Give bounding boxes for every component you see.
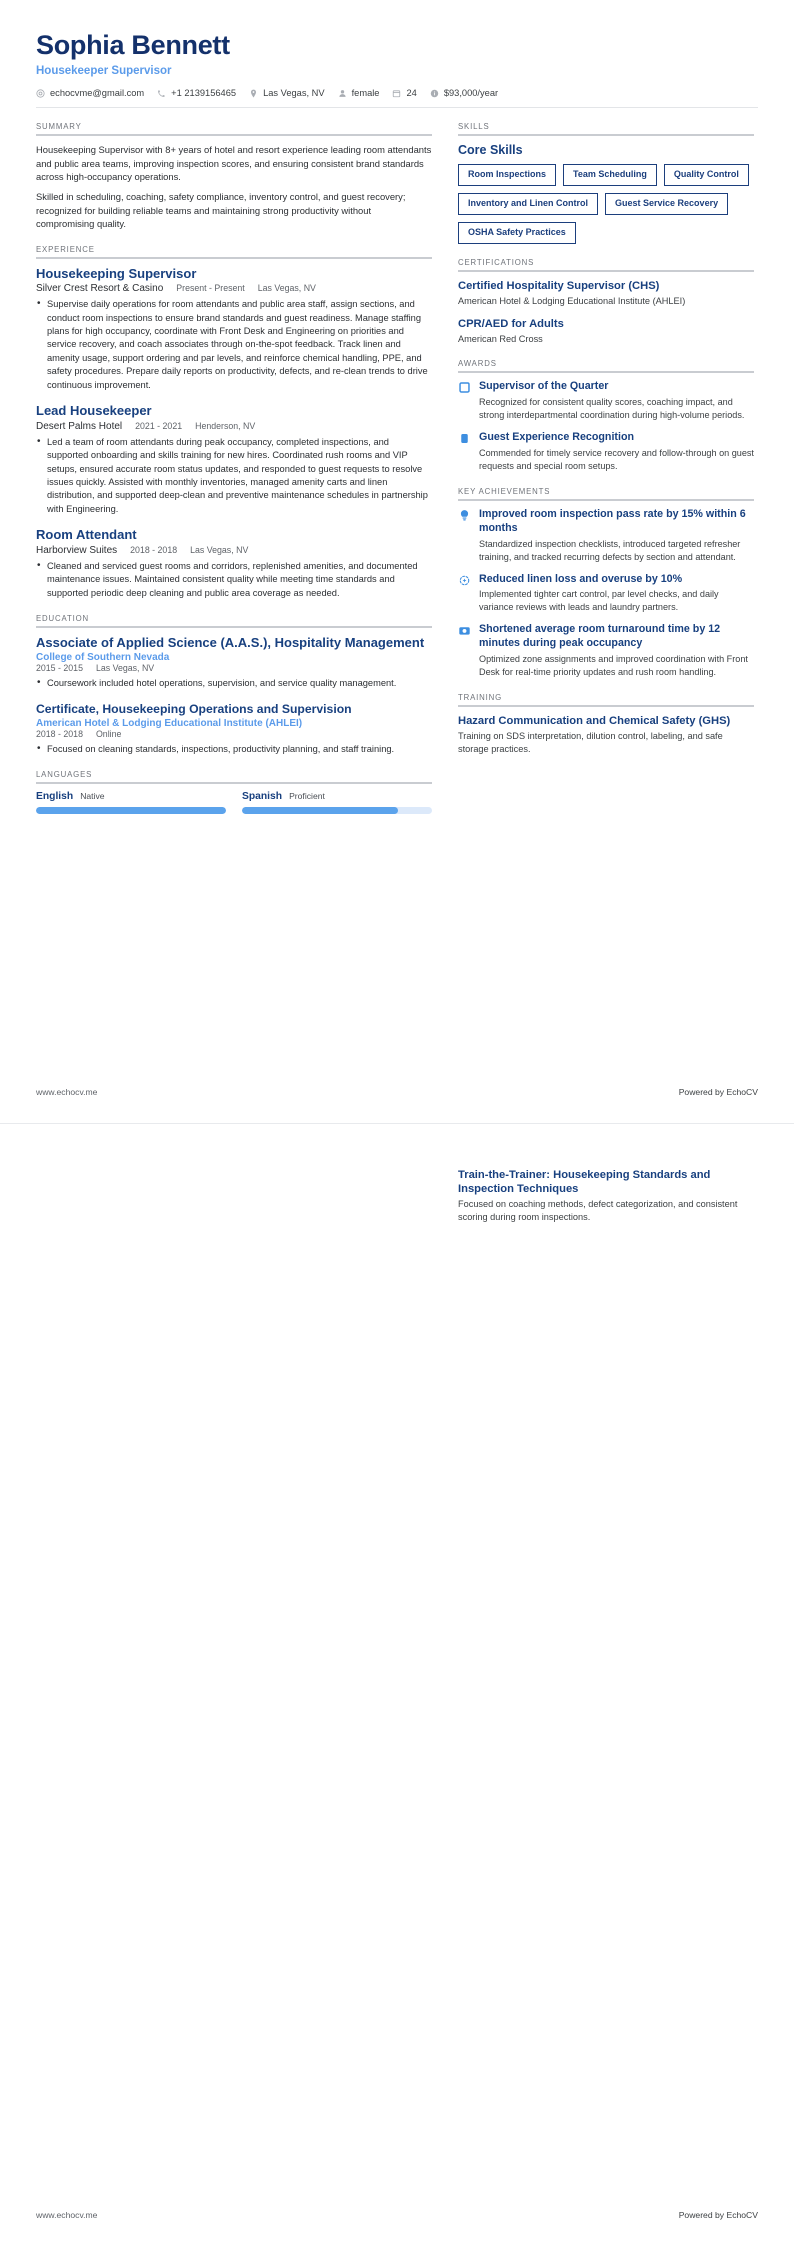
award-body xyxy=(479,380,754,422)
achievement-title: Improved room inspection pass rate by 15% within 6 months xyxy=(479,507,746,534)
section-divider xyxy=(36,134,432,136)
education-bullets xyxy=(36,743,432,756)
experience-item xyxy=(36,527,432,600)
award-item xyxy=(458,431,754,473)
contact-age-text: 24 xyxy=(406,88,417,99)
certification-title: CPR/AED for Adults xyxy=(458,317,564,330)
section-label-education: EDUCATION xyxy=(36,614,89,624)
page-footer xyxy=(36,1087,758,1097)
experience-dates: 2018 - 2018 xyxy=(130,544,178,555)
list-item: • Coursework included hotel operations, supervision, and service quality management. xyxy=(36,677,432,690)
certification-title: Certified Hospitality Supervisor (CHS) xyxy=(458,279,660,292)
experience-bullets xyxy=(36,436,432,517)
section-key-achievements xyxy=(458,487,754,679)
contact-email-text: echocvme@gmail.com xyxy=(50,88,145,99)
summary-paragraph: Skilled in scheduling, coaching, safety compliance, inventory control, and guest recovery; recognized for building reliable teams and maintaining strong productivity without compromising quality. xyxy=(36,190,406,230)
section-experience xyxy=(36,245,432,600)
section-education xyxy=(36,614,432,756)
award-body xyxy=(479,431,754,473)
footer-website[interactable]: www.echocv.me xyxy=(36,2210,98,2220)
experience-dates: 2021 - 2021 xyxy=(135,420,183,431)
candidate-job-title: Housekeeper Supervisor xyxy=(36,65,172,78)
section-awards xyxy=(458,359,754,472)
contact-salary-text: $93,000/year xyxy=(443,88,499,99)
footer-powered-by: Powered by EchoCV xyxy=(678,1087,758,1097)
language-item xyxy=(242,791,432,814)
contact-age xyxy=(392,88,416,98)
achievement-item xyxy=(458,573,754,615)
language-progress-track xyxy=(242,807,432,814)
contact-location-text: Las Vegas, NV xyxy=(263,88,325,99)
achievement-item xyxy=(458,623,754,679)
list-item: • Focused on cleaning standards, inspections, productivity planning, and staff training. xyxy=(36,743,432,756)
camera-icon xyxy=(458,624,471,637)
language-progress-fill xyxy=(242,807,398,814)
achievement-title: Shortened average room turnaround time by 12 minutes during peak occupancy xyxy=(479,623,721,650)
experience-location: Las Vegas, NV xyxy=(257,283,316,294)
contact-row xyxy=(36,88,758,108)
language-progress-track xyxy=(36,807,226,814)
certification-issuer: American Hotel & Lodging Educational Institute (AHLEI) xyxy=(458,295,686,306)
summary-paragraph: Housekeeping Supervisor with 8+ years of hotel and resort experience leading room attendants and public area teams, improving inspection scores, and ensuring consistent brand standards across high-occupancy operations. xyxy=(36,144,432,183)
footer-website[interactable]: www.echocv.me xyxy=(36,1087,98,1097)
experience-meta xyxy=(36,545,432,556)
language-progress-fill xyxy=(36,807,226,814)
contact-location xyxy=(249,88,325,98)
section-label-key-achievements: KEY ACHIEVEMENTS xyxy=(458,486,551,496)
contact-gender-text: female xyxy=(351,88,380,99)
training-description: Training on SDS interpretation, dilution control, labeling, and safe storage practices. xyxy=(458,730,723,754)
education-item xyxy=(36,702,432,757)
experience-item xyxy=(36,403,432,516)
language-head xyxy=(36,791,226,802)
training-item xyxy=(458,714,754,756)
education-school: College of Southern Nevada xyxy=(36,652,170,664)
section-divider xyxy=(458,270,754,272)
achievement-body xyxy=(479,573,754,615)
experience-meta xyxy=(36,283,432,294)
skill-chip-list xyxy=(458,164,754,244)
skill-chip: Quality Control xyxy=(664,164,749,186)
education-location: Online xyxy=(95,729,122,740)
section-divider xyxy=(36,257,432,259)
certification-item xyxy=(458,279,754,308)
badge-filled-icon xyxy=(458,432,471,445)
experience-company: Desert Palms Hotel xyxy=(36,420,123,432)
achievement-description: Standardized inspection checklists, introduced targeted refresher training, and tracked recurring defects by section and attendant. xyxy=(479,538,741,562)
skill-chip: Guest Service Recovery xyxy=(605,193,728,215)
language-name: Spanish xyxy=(242,791,283,803)
experience-bullets xyxy=(36,560,432,600)
experience-company: Harborview Suites xyxy=(36,544,118,556)
section-training xyxy=(458,693,754,756)
section-label-languages: LANGUAGES xyxy=(36,770,93,780)
achievement-description: Implemented tighter cart control, par level checks, and daily variance reviews with leads and laundry partners. xyxy=(479,589,719,613)
candidate-name: Sophia Bennett xyxy=(36,30,230,60)
left-column xyxy=(36,122,432,828)
education-meta xyxy=(36,663,432,673)
section-label-skills: SKILLS xyxy=(458,122,490,132)
resume-body-page-2 xyxy=(36,1168,758,1238)
award-description: Commended for timely service recovery and follow-through on guest requests and special room setups. xyxy=(479,448,754,471)
resume-body xyxy=(36,122,758,828)
training-title: Hazard Communication and Chemical Safety (GHS) xyxy=(458,714,731,727)
contact-salary xyxy=(430,88,498,98)
experience-bullets xyxy=(36,298,432,392)
list-item: • Led a team of room attendants during peak occupancy, completed inspections, and supported onboarding and skills training for new hires. Coordinated rush rooms and VIP setups, ensured accurate room status updates, and responded to guest requests to resolve issues quickly. Assisted with monthly inventories, managed amenity carts and linen distribution, and supported deep-clean and preventive maintenance schedules in partnership with Engineering. xyxy=(36,436,432,517)
experience-dates: Present - Present xyxy=(176,283,245,294)
resume-page-2 xyxy=(0,1123,794,2246)
education-bullets xyxy=(36,677,432,690)
award-title: Guest Experience Recognition xyxy=(479,431,635,444)
section-skills xyxy=(458,122,754,244)
section-divider xyxy=(36,626,432,628)
skill-chip: OSHA Safety Practices xyxy=(458,222,576,244)
achievement-title: Reduced linen loss and overuse by 10% xyxy=(479,572,683,585)
person-icon xyxy=(338,89,347,98)
contact-phone[interactable] xyxy=(157,88,236,98)
badge-outline-icon xyxy=(458,381,471,394)
section-divider xyxy=(36,782,432,784)
education-location: Las Vegas, NV xyxy=(95,663,155,674)
section-training-continued xyxy=(458,1168,754,1224)
training-title: Train-the-Trainer: Housekeeping Standards and Inspection Techniques xyxy=(458,1169,711,1195)
section-divider xyxy=(458,499,754,501)
sparkle-circle-icon xyxy=(458,574,471,587)
education-school: American Hotel & Lodging Educational Institute (AHLEI) xyxy=(36,718,303,730)
right-column xyxy=(458,122,754,770)
experience-job-title: Lead Housekeeper xyxy=(36,403,152,419)
section-label-certifications: CERTIFICATIONS xyxy=(458,257,535,267)
experience-job-title: Room Attendant xyxy=(36,527,137,543)
calendar-icon xyxy=(392,89,401,98)
skill-chip: Team Scheduling xyxy=(563,164,657,186)
list-item: • Cleaned and serviced guest rooms and corridors, replenished amenities, and documented maintenance issues. Maintained consistent quality while meeting time standards and supported periodic deep cleaning and public area coverage as needed. xyxy=(36,560,432,600)
certification-issuer: American Red Cross xyxy=(458,333,543,344)
email-icon xyxy=(36,89,45,98)
section-divider xyxy=(458,705,754,707)
experience-job-title: Housekeeping Supervisor xyxy=(36,265,197,281)
experience-location: Las Vegas, NV xyxy=(190,544,249,555)
section-divider xyxy=(458,134,754,136)
language-item xyxy=(36,791,226,814)
language-level: Native xyxy=(80,791,105,802)
section-languages xyxy=(36,770,432,814)
experience-meta xyxy=(36,421,432,432)
phone-icon xyxy=(157,89,166,98)
education-dates: 2018 - 2018 xyxy=(36,729,83,740)
achievement-description: Optimized zone assignments and improved coordination with Front Desk for real-time priority updates and rush room handling. xyxy=(479,654,748,677)
award-title: Supervisor of the Quarter xyxy=(479,380,609,393)
language-list xyxy=(36,791,432,814)
experience-company: Silver Crest Resort & Casino xyxy=(36,283,164,295)
section-divider xyxy=(458,371,754,373)
training-description: Focused on coaching methods, defect categorization, and consistent scoring during room inspections. xyxy=(458,1199,738,1222)
lightbulb-icon xyxy=(458,509,471,522)
achievement-body xyxy=(479,508,754,564)
section-summary xyxy=(36,122,432,231)
achievement-body xyxy=(479,623,754,679)
achievement-item xyxy=(458,508,754,564)
skills-group-title: Core Skills xyxy=(458,143,523,158)
award-item xyxy=(458,380,754,422)
skill-chip: Room Inspections xyxy=(458,164,556,186)
education-degree: Certificate, Housekeeping Operations and Supervision xyxy=(36,701,352,716)
page-footer xyxy=(36,2210,758,2220)
certification-item xyxy=(458,317,754,346)
list-item: • Supervise daily operations for room attendants and public area staff, assign sections, and conduct room inspections to ensure brand standards and guest readiness. Manage staffing plans for high occupancy, coordinate with Front Desk and Engineering on priorities and service recovery, and coach associates through on-the-spot feedback. Track linen and amenity usage, support ordering and par levels, and reinforce chemical handling, PPE, and safety procedures. Prepare daily reports on productivity, defects, and re-clean trends to drive continuous improvement. xyxy=(36,298,432,392)
language-head xyxy=(242,791,432,802)
section-label-awards: AWARDS xyxy=(458,359,497,369)
education-meta xyxy=(36,729,432,739)
experience-item xyxy=(36,266,432,393)
section-label-experience: EXPERIENCE xyxy=(36,244,95,254)
education-dates: 2015 - 2015 xyxy=(36,663,83,674)
resume-header xyxy=(36,30,758,108)
info-circle-icon xyxy=(430,89,439,98)
contact-phone-text: +1 2139156465 xyxy=(171,88,237,99)
contact-email[interactable] xyxy=(36,88,144,98)
contact-gender xyxy=(338,88,380,98)
skill-chip: Inventory and Linen Control xyxy=(458,193,598,215)
training-item xyxy=(458,1168,754,1224)
award-description: Recognized for consistent quality scores, coaching impact, and strong interdepartmental coordination during high-volume periods. xyxy=(479,397,745,421)
footer-powered-by: Powered by EchoCV xyxy=(678,2210,758,2220)
education-degree: Associate of Applied Science (A.A.S.), Hospitality Management xyxy=(36,635,425,651)
section-label-training: TRAINING xyxy=(458,692,503,702)
experience-location: Henderson, NV xyxy=(195,420,256,431)
right-column-page-2 xyxy=(458,1168,754,1238)
section-certifications xyxy=(458,258,754,346)
education-item xyxy=(36,635,432,691)
language-name: English xyxy=(36,791,74,803)
language-level: Proficient xyxy=(289,791,325,802)
section-label-summary: SUMMARY xyxy=(36,122,82,132)
location-pin-icon xyxy=(249,89,258,98)
